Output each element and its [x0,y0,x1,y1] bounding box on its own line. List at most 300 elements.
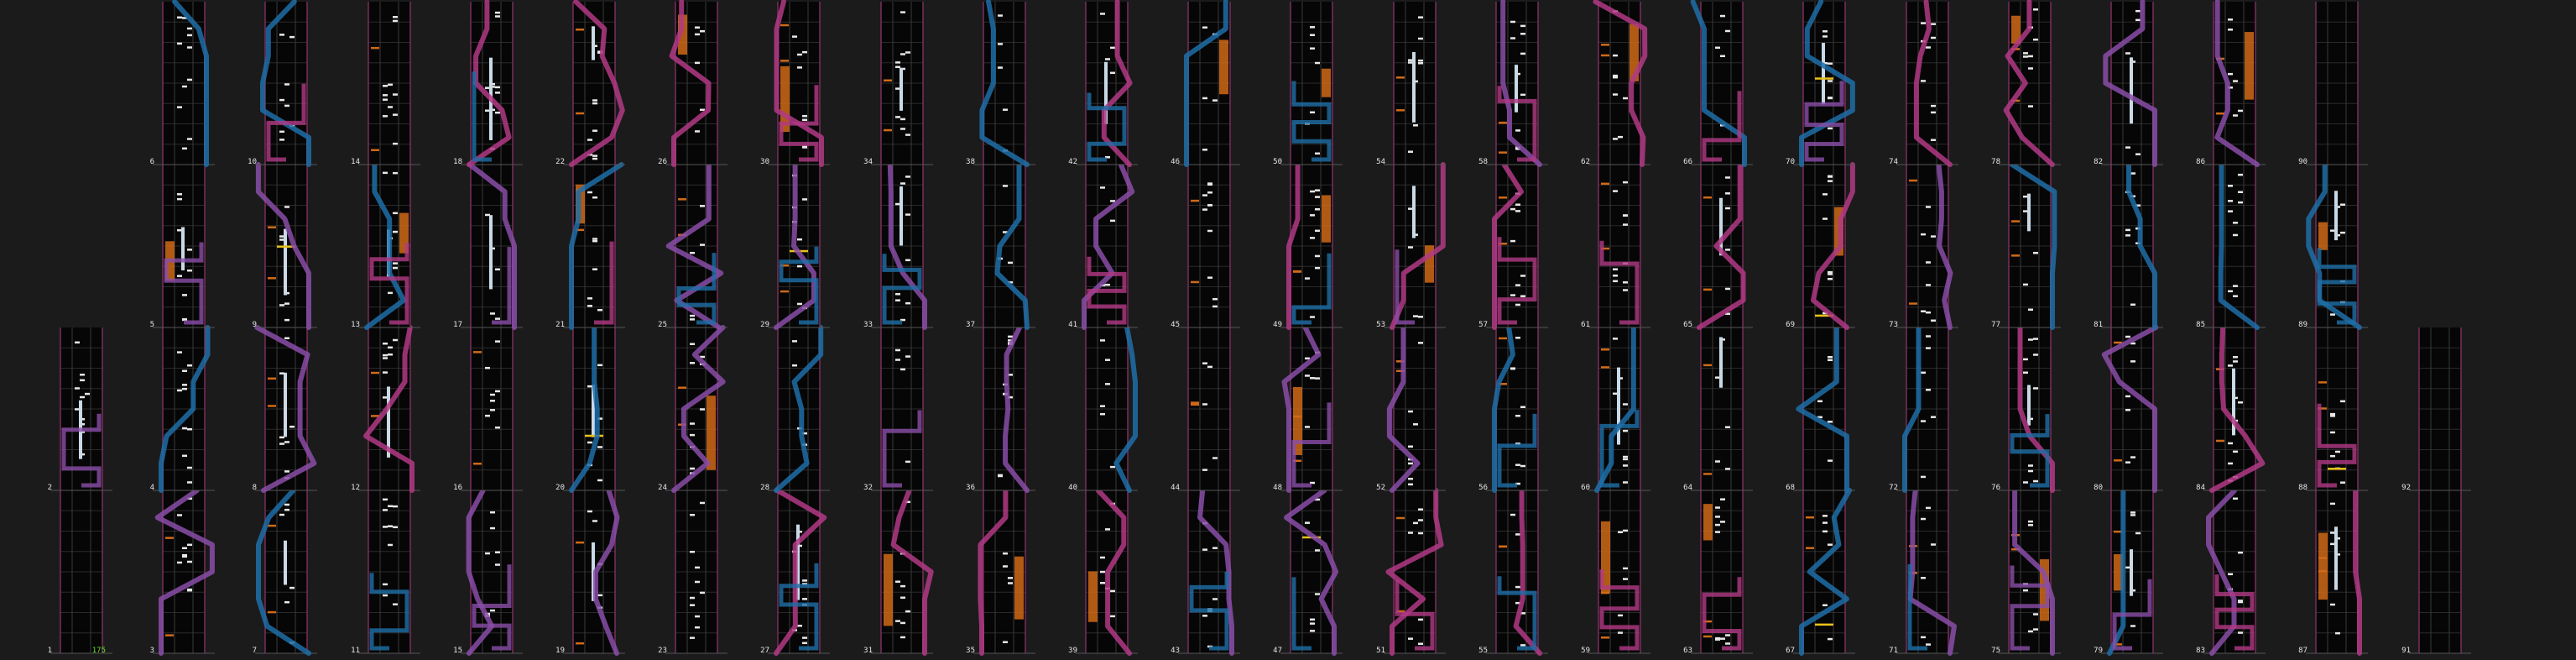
note-chip [1408,532,1413,534]
note-chip [1715,506,1720,509]
note-chip [1413,522,1418,525]
note-chip [2028,338,2033,341]
note-chip [279,304,284,306]
note-chip [792,340,797,343]
measure-number-label: 61 [1581,321,1590,329]
measure-number-label: 31 [863,647,873,655]
note-chip [695,130,700,133]
fx-chip [1909,180,1917,182]
fx-chip [1601,55,1609,57]
note-chip [895,620,900,622]
note-chip [1202,149,1207,151]
note-chip [1408,150,1413,153]
note-chip [1828,638,1833,641]
note-chip [2330,604,2335,606]
note-chip [1418,619,1423,621]
note-chip [2228,29,2233,31]
note-chip [695,26,700,29]
note-chip [1515,210,1520,212]
note-chip [900,622,905,625]
note-chip [187,46,192,49]
fx-chip [1703,289,1712,291]
note-chip [1315,267,1320,270]
note-chip [998,66,1003,69]
note-chip [1931,105,1936,107]
measure-number-label: 4 [149,484,154,492]
fx-chip [371,47,379,50]
fx-chip [165,537,174,539]
note-chip [1725,634,1730,636]
note-chip [2233,451,2238,453]
note-chip [2330,432,2335,434]
note-chip [1926,335,1931,338]
note-chip [177,275,182,277]
note-chip [393,267,398,270]
note-chip [1310,34,1315,36]
note-chip [2023,55,2028,58]
note-chip [187,589,192,592]
long-note [1719,337,1723,387]
measure-number-label: 32 [863,484,873,492]
note-chip [1623,97,1628,100]
note-chip [279,131,284,134]
note-chip [393,526,398,529]
note-chip [393,143,398,145]
measure-number-label: 34 [863,158,873,166]
note-chip [2028,309,2033,312]
note-chip [383,509,388,511]
note-chip [1510,37,1515,39]
note-chip [1822,604,1828,606]
measure-number-label: 8 [252,484,257,492]
note-chip [383,354,388,357]
note-chip [900,118,905,121]
note-chip [1828,278,1833,280]
note-chip [592,158,597,160]
note-chip [495,92,500,94]
note-chip [2023,481,2028,484]
note-chip [1520,465,1525,468]
note-chip [592,240,597,243]
measure-number-label: 73 [1889,321,1898,329]
note-chip [895,66,900,69]
fx-chip [1806,516,1814,519]
fx-chip [1703,196,1712,199]
note-chip [1202,97,1207,100]
note-chip [1828,273,1833,275]
note-chip [75,342,80,344]
note-chip [1623,578,1628,580]
note-chip [1310,316,1315,318]
long-note [2130,57,2133,123]
note-chip [1315,189,1320,191]
note-chip [490,409,495,411]
note-chip [1623,530,1628,532]
note-chip [690,362,695,364]
note-chip [495,551,500,553]
fx-chip [1601,44,1609,46]
note-chip [2238,601,2243,604]
long-note [1412,186,1416,238]
note-chip [2033,252,2038,254]
note-chip [1520,644,1525,647]
note-chip [2033,387,2038,390]
note-chip [690,514,695,516]
note-chip [383,499,388,501]
measure-number-label: 91 [2401,647,2411,655]
note-chip [900,369,905,371]
note-chip [182,294,187,296]
measure-number-label: 17 [453,321,462,329]
note-chip [802,598,807,600]
measure-number-label: 24 [658,484,667,492]
note-chip [1515,586,1520,589]
note-chip [1817,401,1822,403]
note-chip [187,467,192,469]
note-chip [2330,455,2335,458]
measure-number-label: 1 [47,647,52,655]
fx-chip [576,642,584,645]
fx-chip [576,542,584,544]
measure-number-label: 9 [252,321,257,329]
measure-number-label: 64 [1683,484,1692,492]
note-chip [1828,459,1833,462]
note-chip [1931,235,1936,238]
note-chip [2340,203,2345,206]
fx-chip [2011,254,2020,257]
measure-number-label: 89 [2298,321,2307,329]
note-chip [383,584,388,586]
measure-number-label: 7 [252,647,257,655]
note-chip [1725,288,1730,291]
measure-number-label: 50 [1273,158,1282,166]
note-chip [700,408,705,411]
note-chip [1110,466,1115,469]
fx-hold [884,554,893,626]
fx-chip [1191,404,1199,406]
note-chip [1207,184,1212,186]
note-chip [182,86,187,88]
note-chip [1315,549,1320,552]
note-chip [2023,589,2028,592]
note-chip [490,312,495,315]
note-chip [2028,105,2033,107]
note-chip [905,610,910,613]
measure-number-label: 39 [1068,647,1077,655]
note-chip [2238,191,2243,193]
note-chip [802,51,807,54]
note-chip [1100,339,1105,342]
note-chip [284,504,289,506]
note-chip [592,238,597,240]
note-chip [700,502,705,505]
long-note [1412,52,1416,123]
note-chip [905,355,910,358]
note-chip [1408,484,1413,486]
measure-number-label: 67 [1786,647,1795,655]
note-chip [284,338,289,340]
note-chip [2125,229,2130,232]
fx-chip [1499,196,1507,199]
note-chip [2233,234,2238,237]
measure-number-label: 2 [47,484,52,492]
note-chip [388,505,393,508]
long-note [284,541,287,585]
note-chip [388,106,393,108]
note-chip [383,115,388,118]
note-chip [1822,35,1828,38]
note-chip [1926,312,1931,314]
note-chip [1623,430,1628,432]
note-chip [1623,214,1628,216]
note-chip [85,393,90,395]
note-chip [284,83,289,86]
note-chip [1418,642,1423,645]
measure-number-label: 54 [1376,158,1385,166]
note-chip [495,269,500,271]
note-chip [2238,202,2243,204]
note-chip [2228,463,2233,465]
note-chip [495,112,500,114]
note-chip [1418,342,1423,344]
note-chip [1520,33,1525,35]
measure-number-label: 19 [555,647,565,655]
note-chip [2135,153,2141,155]
note-chip [797,625,802,627]
note-chip [490,610,495,612]
note-chip [2130,304,2135,306]
measure-number-label: 10 [248,158,257,166]
fx-chip [268,611,276,614]
note-chip [1613,338,1618,340]
note-chip [187,428,192,431]
note-chip [1822,531,1828,533]
note-chip [182,148,187,150]
note-chip [1207,230,1212,233]
measure-number-label: 14 [351,158,360,166]
note-chip [1418,16,1423,18]
note-chip [2033,354,2038,356]
note-chip [284,319,289,322]
note-chip [2023,284,2028,286]
note-chip [1618,532,1623,534]
measure-number-label: 16 [453,484,462,492]
note-chip [2130,514,2135,516]
note-chip [1110,72,1115,75]
note-chip [1110,200,1115,202]
measure-number-label: 45 [1171,321,1180,329]
note-chip [895,116,900,118]
note-chip [393,16,398,18]
note-chip [998,43,1003,45]
note-chip [1828,543,1833,546]
note-chip [700,205,705,207]
note-chip [1212,298,1218,301]
note-chip [2340,401,2345,403]
note-chip [1100,13,1105,15]
measure-number-label: 55 [1478,647,1488,655]
measure-number-label: 27 [760,647,769,655]
note-chip [1100,571,1105,574]
note-chip [177,198,182,201]
note-chip [592,268,597,270]
measure-number-label: 42 [1068,158,1077,166]
note-chip [1510,21,1515,24]
note-chip [393,20,398,23]
note-chip [895,299,900,301]
note-chip [587,297,592,300]
measure-number-label: 36 [966,484,975,492]
note-chip [802,636,807,639]
note-chip [592,99,597,102]
note-chip [1315,377,1320,380]
note-chip [2228,574,2233,576]
note-chip [1003,553,1008,555]
fx-chip [1703,636,1712,638]
fx-hold [1014,557,1024,620]
note-chip [1623,181,1628,184]
note-chip [1310,47,1315,50]
note-chip [1100,413,1105,416]
measure-number-label: 69 [1786,321,1795,329]
note-chip [2125,52,2130,55]
note-chip [1715,47,1720,50]
measure-number-label: 72 [1889,484,1898,492]
note-chip [905,51,910,54]
note-chip [2335,451,2340,453]
note-chip [1921,636,1926,639]
note-chip [388,525,393,527]
note-chip [75,387,80,390]
note-chip [1725,176,1730,179]
note-chip [1828,356,1833,359]
note-chip [1715,524,1720,526]
note-chip [900,585,905,588]
note-chip [2228,185,2233,187]
note-chip [2125,461,2130,464]
note-chip [1822,193,1828,196]
measure-number-label: 15 [453,647,462,655]
measure-number-label: 46 [1171,158,1180,166]
note-chip [2028,464,2033,467]
note-chip [1003,641,1008,643]
note-chip [1613,190,1618,192]
fx-chip [1601,636,1609,639]
note-chip [2233,285,2238,287]
measure-number-label: 92 [2401,484,2411,492]
measure-number-label: 70 [1786,158,1795,166]
note-chip [495,340,500,343]
measure-number-label: 80 [2094,484,2103,492]
note-chip [2238,631,2243,634]
measure-number-label: 90 [2298,158,2307,166]
note-chip [182,369,187,372]
fx-chip [1703,473,1712,475]
note-chip [393,339,398,342]
note-chip [690,604,695,606]
note-chip [1510,294,1515,296]
note-chip [592,155,597,157]
note-chip [1315,230,1320,233]
fx-chip [1601,366,1609,369]
fx-chip [1806,547,1814,549]
measure-number-label: 66 [1683,158,1692,166]
note-chip [1720,15,1725,18]
measure-number-label: 6 [149,158,154,166]
note-chip [1008,577,1013,579]
note-chip [1921,476,1926,479]
note-chip [187,270,192,272]
note-chip [1315,255,1320,258]
note-chip [485,367,490,369]
fx-hold [2318,223,2328,250]
long-note [2027,385,2031,425]
note-chip [284,206,289,208]
fx-chip [780,291,789,293]
measure-number-label: 41 [1068,321,1077,329]
note-chip [2125,336,2130,338]
note-chip [393,172,398,175]
chain-chip [2328,468,2346,470]
note-chip [2135,10,2141,13]
note-chip [1931,23,1936,25]
note-chip [495,86,500,89]
note-chip [393,603,398,605]
measure-number-label: 59 [1581,647,1590,655]
note-chip [1921,80,1926,82]
note-chip [1105,284,1110,286]
note-chip [1921,233,1926,236]
note-chip [485,415,490,417]
note-chip [2033,8,2038,11]
note-chip [695,34,700,36]
note-chip [279,34,284,36]
note-chip [1921,22,1926,24]
note-chip [2233,356,2238,359]
note-chip [1822,521,1828,524]
note-chip [1931,543,1936,546]
long-note [2027,194,2031,232]
note-chip [1931,416,1936,418]
note-chip [1212,457,1218,459]
note-chip [1515,415,1520,417]
fx-chip [1499,151,1507,154]
note-chip [187,561,192,563]
long-note [489,215,493,289]
note-chip [2023,52,2028,55]
note-chip [2233,114,2238,117]
measure-number-label: 44 [1171,484,1180,492]
note-chip [690,422,695,425]
note-chip [1720,55,1725,58]
note-chip [900,11,905,13]
note-chip [1725,426,1730,428]
note-chip [1520,275,1525,277]
fx-chip [1499,546,1507,548]
note-chip [1413,423,1418,426]
note-chip [393,113,398,116]
note-chip [1828,421,1833,423]
note-chip [905,175,910,178]
note-chip [177,193,182,196]
measure-number-label: 82 [2094,158,2103,166]
fx-chip [268,227,276,229]
note-chip [2335,632,2340,635]
note-chip [2228,364,2233,367]
note-chip [1202,469,1207,471]
fx-hold [707,395,716,469]
note-chip [1921,518,1926,521]
